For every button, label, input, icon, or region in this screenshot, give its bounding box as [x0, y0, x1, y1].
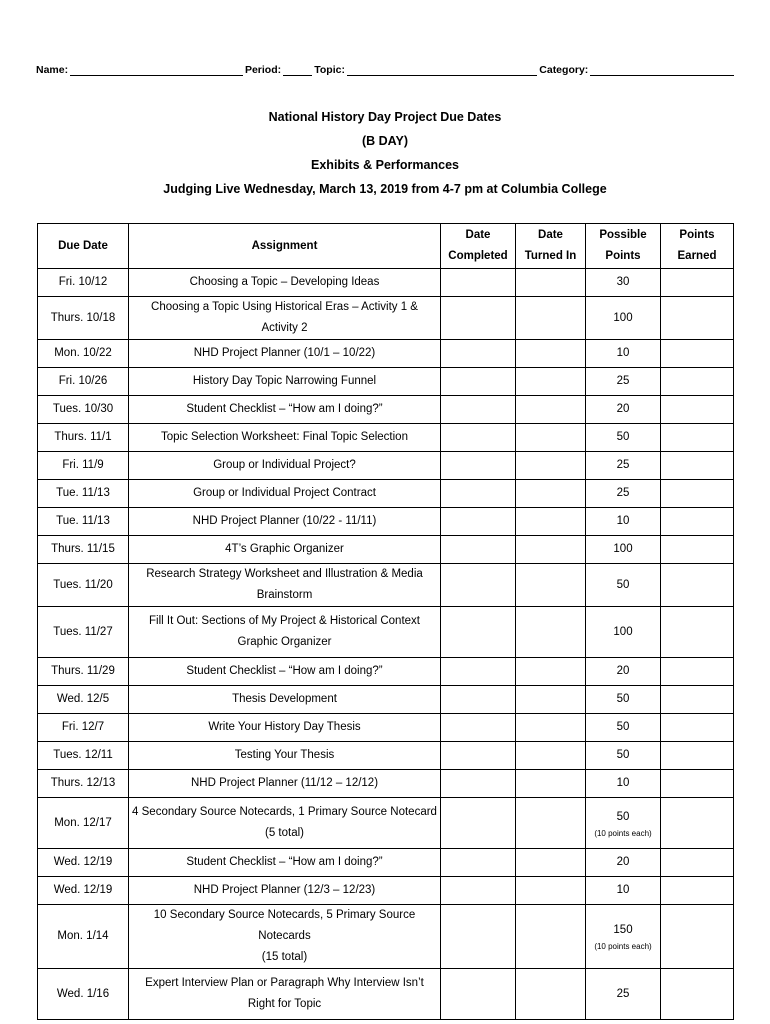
- points-note: (10 points each): [594, 828, 652, 838]
- table-row: [38, 269, 734, 297]
- possible-points-cell: [586, 424, 661, 452]
- table-row: [38, 798, 734, 849]
- date-turned-in-cell[interactable]: [516, 770, 586, 798]
- points-earned-cell[interactable]: [661, 297, 734, 340]
- document-title: National History Day Project Due Dates: [268, 110, 502, 124]
- due-date-cell: Mon. 1/14: [38, 905, 129, 969]
- possible-points-value: 25: [616, 987, 630, 1000]
- assignment-text: Research Strategy Worksheet and Illustration & Media Brainstorm: [146, 568, 423, 601]
- possible-points-value: 20: [616, 856, 630, 868]
- possible-points-cell: [586, 396, 661, 424]
- date-turned-in-cell[interactable]: [516, 480, 586, 508]
- points-earned-cell[interactable]: [661, 564, 734, 607]
- due-date-cell: Tue. 11/13: [38, 508, 129, 536]
- due-date-cell: Wed. 12/5: [38, 686, 129, 714]
- date-turned-in-cell[interactable]: [516, 714, 586, 742]
- possible-points-cell: [586, 770, 661, 798]
- table-row: [38, 686, 734, 714]
- assignment-text: Choosing a Topic – Developing Ideas: [189, 276, 380, 288]
- table-row: [38, 607, 734, 658]
- date-completed-cell[interactable]: [441, 714, 516, 742]
- due-date-cell: Tue. 11/13: [38, 480, 129, 508]
- date-completed-cell[interactable]: [441, 969, 516, 1020]
- assignment-text: 4 Secondary Source Notecards, 1 Primary Source Notecard: [132, 806, 437, 818]
- date-turned-in-cell[interactable]: [516, 340, 586, 368]
- possible-points-cell: [586, 536, 661, 564]
- date-turned-in-cell[interactable]: [516, 452, 586, 480]
- assignment-note: (5 total): [265, 827, 304, 839]
- date-turned-in-cell[interactable]: [516, 396, 586, 424]
- points-earned-cell[interactable]: [661, 849, 734, 877]
- date-turned-in-cell[interactable]: [516, 508, 586, 536]
- date-completed-cell[interactable]: [441, 849, 516, 877]
- date-completed-cell[interactable]: [441, 480, 516, 508]
- due-date-cell: Thurs. 11/29: [38, 658, 129, 686]
- date-completed-cell[interactable]: [441, 452, 516, 480]
- column-header-assignment: Assignment: [129, 224, 441, 269]
- period-field[interactable]: [283, 64, 312, 76]
- possible-points-cell: [586, 905, 661, 969]
- possible-points-cell: [586, 742, 661, 770]
- due-date-cell: Fri. 10/12: [38, 269, 129, 297]
- points-earned-cell[interactable]: [661, 452, 734, 480]
- assignment-text: Group or Individual Project Contract: [193, 487, 376, 499]
- possible-points-value: 50: [616, 721, 630, 733]
- possible-points-cell: [586, 969, 661, 1020]
- points-earned-cell[interactable]: [661, 770, 734, 798]
- date-completed-cell[interactable]: [441, 508, 516, 536]
- possible-points-value: 100: [613, 625, 633, 638]
- assignment-cell: [129, 508, 441, 536]
- assignment-text: NHD Project Planner (12/3 – 12/23): [193, 884, 376, 896]
- due-date-cell: Thurs. 12/13: [38, 770, 129, 798]
- points-earned-cell[interactable]: [661, 368, 734, 396]
- date-completed-cell[interactable]: [441, 269, 516, 297]
- points-earned-cell[interactable]: [661, 340, 734, 368]
- possible-points-value: 10: [616, 777, 630, 789]
- due-date-cell: Thurs. 11/1: [38, 424, 129, 452]
- points-earned-cell[interactable]: [661, 480, 734, 508]
- date-turned-in-cell[interactable]: [516, 798, 586, 849]
- date-turned-in-cell[interactable]: [516, 877, 586, 905]
- date-completed-cell[interactable]: [441, 424, 516, 452]
- possible-points-cell: [586, 269, 661, 297]
- assignment-cell: [129, 714, 441, 742]
- possible-points-value: 50: [616, 749, 630, 761]
- assignment-text: Student Checklist – “How am I doing?”: [186, 403, 383, 415]
- possible-points-cell: [586, 452, 661, 480]
- possible-points-value: 50: [616, 578, 630, 591]
- assignment-text: Group or Individual Project?: [213, 459, 356, 471]
- document-subtitle-day: (B DAY): [361, 134, 409, 148]
- date-completed-cell[interactable]: [441, 770, 516, 798]
- date-completed-cell[interactable]: [441, 686, 516, 714]
- possible-points-value: 25: [616, 487, 630, 499]
- assignment-text: Fill It Out: Sections of My Project & Historical Context Graphic Organizer: [149, 615, 420, 648]
- name-label: Name:: [36, 64, 69, 76]
- due-date-cell: Mon. 10/22: [38, 340, 129, 368]
- table-header-row: [38, 224, 734, 269]
- name-field[interactable]: [70, 64, 243, 76]
- table-row: [38, 905, 734, 969]
- due-dates-table: [37, 223, 734, 1020]
- document-titles: [0, 105, 770, 201]
- assignment-cell: [129, 849, 441, 877]
- due-date-cell: Fri. 12/7: [38, 714, 129, 742]
- assignment-text: Expert Interview Plan or Paragraph Why Interview Isn’t Right for Topic: [145, 977, 424, 1010]
- assignment-cell: [129, 340, 441, 368]
- date-turned-in-cell[interactable]: [516, 368, 586, 396]
- possible-points-cell: [586, 297, 661, 340]
- table-row: [38, 877, 734, 905]
- column-header-points-earned: Points Earned: [661, 224, 734, 269]
- possible-points-cell: [586, 508, 661, 536]
- table-row: [38, 396, 734, 424]
- category-field[interactable]: [590, 64, 734, 76]
- assignment-text: Choosing a Topic Using Historical Eras – Activity 1 & Activity 2: [151, 301, 418, 334]
- assignment-cell: [129, 798, 441, 849]
- date-completed-cell[interactable]: [441, 368, 516, 396]
- points-earned-cell[interactable]: [661, 396, 734, 424]
- column-header-date-completed: Date Completed: [441, 224, 516, 269]
- possible-points-value: 50: [616, 431, 630, 443]
- points-earned-cell[interactable]: [661, 905, 734, 969]
- possible-points-cell: [586, 849, 661, 877]
- date-turned-in-cell[interactable]: [516, 269, 586, 297]
- date-completed-cell[interactable]: [441, 658, 516, 686]
- points-earned-cell[interactable]: [661, 969, 734, 1020]
- assignment-cell: [129, 564, 441, 607]
- table-row: [38, 714, 734, 742]
- table-row: [38, 368, 734, 396]
- possible-points-cell: [586, 564, 661, 607]
- due-date-cell: Thurs. 10/18: [38, 297, 129, 340]
- assignment-cell: [129, 969, 441, 1020]
- assignment-text: Topic Selection Worksheet: Final Topic Selection: [161, 431, 408, 443]
- column-header-due-date: Due Date: [38, 224, 129, 269]
- date-completed-cell[interactable]: [441, 905, 516, 969]
- possible-points-value: 30: [616, 276, 630, 288]
- assignment-text: NHD Project Planner (11/12 – 12/12): [190, 777, 379, 789]
- possible-points-value: 25: [616, 375, 630, 387]
- column-header-date-turned-in: Date Turned In: [516, 224, 586, 269]
- due-date-cell: Mon. 12/17: [38, 798, 129, 849]
- due-date-cell: Tues. 10/30: [38, 396, 129, 424]
- points-earned-cell[interactable]: [661, 686, 734, 714]
- possible-points-value: 150: [613, 924, 633, 936]
- date-turned-in-cell[interactable]: [516, 297, 586, 340]
- date-completed-cell[interactable]: [441, 877, 516, 905]
- points-earned-cell[interactable]: [661, 536, 734, 564]
- date-turned-in-cell[interactable]: [516, 969, 586, 1020]
- table-row: [38, 742, 734, 770]
- period-label: Period:: [244, 64, 282, 76]
- possible-points-value: 100: [613, 543, 633, 555]
- possible-points-cell: [586, 340, 661, 368]
- points-earned-cell[interactable]: [661, 269, 734, 297]
- due-date-cell: Thurs. 11/15: [38, 536, 129, 564]
- table-row: [38, 770, 734, 798]
- date-completed-cell[interactable]: [441, 798, 516, 849]
- assignment-text: Student Checklist – “How am I doing?”: [186, 856, 383, 868]
- assignment-cell: [129, 269, 441, 297]
- table-row: [38, 969, 734, 1020]
- date-turned-in-cell[interactable]: [516, 742, 586, 770]
- assignment-text: Write Your History Day Thesis: [208, 721, 361, 733]
- date-completed-cell[interactable]: [441, 340, 516, 368]
- possible-points-cell: [586, 714, 661, 742]
- due-date-cell: Wed. 12/19: [38, 877, 129, 905]
- points-earned-cell[interactable]: [661, 877, 734, 905]
- table-row: [38, 564, 734, 607]
- points-earned-cell[interactable]: [661, 742, 734, 770]
- possible-points-value: 100: [613, 311, 633, 324]
- date-completed-cell[interactable]: [441, 564, 516, 607]
- assignment-cell: [129, 452, 441, 480]
- date-completed-cell[interactable]: [441, 536, 516, 564]
- assignment-cell: [129, 742, 441, 770]
- date-completed-cell[interactable]: [441, 742, 516, 770]
- assignment-text: 4T’s Graphic Organizer: [225, 543, 344, 555]
- possible-points-value: 25: [616, 459, 630, 471]
- date-turned-in-cell[interactable]: [516, 607, 586, 658]
- due-date-cell: Tues. 11/27: [38, 607, 129, 658]
- date-turned-in-cell[interactable]: [516, 424, 586, 452]
- table-row: [38, 508, 734, 536]
- date-turned-in-cell[interactable]: [516, 564, 586, 607]
- assignment-cell: [129, 297, 441, 340]
- table-row: [38, 480, 734, 508]
- table-row: [38, 340, 734, 368]
- table-row: [38, 297, 734, 340]
- possible-points-cell: [586, 798, 661, 849]
- points-earned-cell[interactable]: [661, 508, 734, 536]
- possible-points-value: 10: [616, 347, 630, 359]
- assignment-text: NHD Project Planner (10/1 – 10/22): [193, 347, 376, 359]
- assignment-cell: [129, 480, 441, 508]
- points-earned-cell[interactable]: [661, 798, 734, 849]
- date-completed-cell[interactable]: [441, 396, 516, 424]
- topic-field[interactable]: [347, 64, 537, 76]
- points-earned-cell[interactable]: [661, 424, 734, 452]
- assignment-cell: [129, 658, 441, 686]
- points-note: (10 points each): [594, 942, 652, 951]
- possible-points-cell: [586, 368, 661, 396]
- assignment-text: Testing Your Thesis: [234, 749, 335, 761]
- assignment-cell: [129, 770, 441, 798]
- assignment-cell: [129, 686, 441, 714]
- judging-info: Judging Live Wednesday, March 13, 2019 from 4-7 pm at Columbia College: [163, 182, 607, 196]
- points-earned-cell[interactable]: [661, 658, 734, 686]
- date-turned-in-cell[interactable]: [516, 536, 586, 564]
- possible-points-value: 10: [616, 515, 630, 527]
- possible-points-value: 50: [616, 693, 630, 705]
- column-header-possible-points: Possible Points: [586, 224, 661, 269]
- possible-points-cell: [586, 686, 661, 714]
- possible-points-value: 20: [616, 403, 630, 415]
- date-turned-in-cell[interactable]: [516, 905, 586, 969]
- possible-points-cell: [586, 877, 661, 905]
- possible-points-cell: [586, 658, 661, 686]
- topic-label: Topic:: [314, 64, 345, 76]
- possible-points-value: 20: [616, 665, 630, 677]
- assignment-text: Thesis Development: [232, 693, 337, 705]
- table-row: [38, 424, 734, 452]
- date-turned-in-cell[interactable]: [516, 658, 586, 686]
- assignment-cell: [129, 905, 441, 969]
- assignment-cell: [129, 424, 441, 452]
- table-row: [38, 658, 734, 686]
- table-row: [38, 849, 734, 877]
- due-date-cell: Tues. 12/11: [38, 742, 129, 770]
- assignment-cell: [129, 536, 441, 564]
- assignment-text: Student Checklist – “How am I doing?”: [186, 665, 383, 677]
- date-completed-cell[interactable]: [441, 607, 516, 658]
- student-info-header: [36, 64, 736, 76]
- document-subtitle-category: Exhibits & Performances: [311, 158, 459, 172]
- possible-points-cell: [586, 480, 661, 508]
- due-date-cell: Wed. 12/19: [38, 849, 129, 877]
- due-date-cell: Wed. 1/16: [38, 969, 129, 1020]
- assignment-text: NHD Project Planner (10/22 - 11/11): [192, 515, 377, 527]
- date-turned-in-cell[interactable]: [516, 686, 586, 714]
- assignment-cell: [129, 607, 441, 658]
- category-label: Category:: [539, 64, 589, 76]
- table-row: [38, 536, 734, 564]
- assignment-text: History Day Topic Narrowing Funnel: [192, 375, 377, 387]
- due-date-cell: Fri. 10/26: [38, 368, 129, 396]
- table-row: [38, 452, 734, 480]
- assignment-cell: [129, 396, 441, 424]
- points-earned-cell[interactable]: [661, 607, 734, 658]
- date-completed-cell[interactable]: [441, 297, 516, 340]
- date-turned-in-cell[interactable]: [516, 849, 586, 877]
- possible-points-value: 50: [616, 810, 630, 823]
- assignment-cell: [129, 368, 441, 396]
- assignment-note: (15 total): [261, 951, 308, 963]
- assignment-text: 10 Secondary Source Notecards, 5 Primary Source Notecards: [153, 909, 416, 942]
- due-date-cell: Tues. 11/20: [38, 564, 129, 607]
- possible-points-value: 10: [616, 884, 630, 896]
- due-date-cell: Fri. 11/9: [38, 452, 129, 480]
- points-earned-cell[interactable]: [661, 714, 734, 742]
- assignment-cell: [129, 877, 441, 905]
- possible-points-cell: [586, 607, 661, 658]
